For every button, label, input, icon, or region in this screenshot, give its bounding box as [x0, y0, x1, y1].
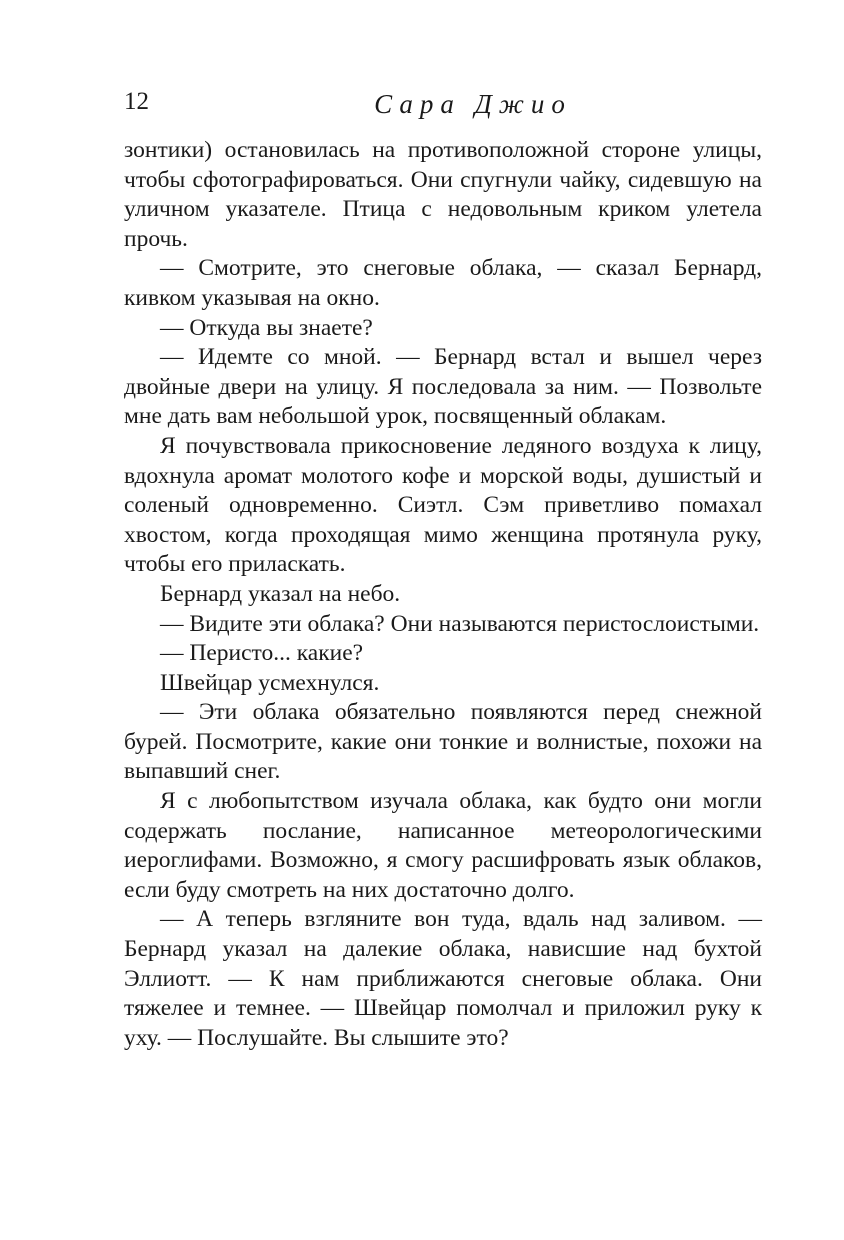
paragraph: — Перисто... какие? [160, 640, 364, 667]
paragraph: — А теперь взгляните вон туда, вдаль над заливом. — Бернард указал на далекие облака, нависшие над бухтой Эллиотт. — К нам приближаются снеговые облака. Они тяжелее и темнее. — Швейцар помолчал и приложил руку к уху. — Послушайте. Вы слышите это? [124, 906, 762, 1051]
paragraph: — Откуда вы знаете? [160, 314, 373, 341]
paragraph: — Эти облака обязательно появляются перед снежной бурей. Посмотрите, какие они тонкие и волнистые, похожи на выпавший снег. [124, 699, 762, 785]
paragraph: Я с любопытством изучала облака, как будто они могли содержать послание, написанное метеорологическими иероглифами. Возможно, я смогу расшифровать язык облаков, если буду смотреть на них достаточно долго. [124, 788, 762, 903]
paragraph: Я почувствовала прикосновение ледяного воздуха к лицу, вдохнула аромат молотого кофе и морской воды, душистый и соленый одновременно. Сиэтл. Сэм приветливо помахал хвостом, когда проходящая мимо женщина протянула руку, чтобы его приласкать. [124, 432, 762, 578]
paragraph: — Смотрите, это снеговые облака, — сказал Бернард, кивком указывая на окно. [124, 255, 762, 311]
paragraph: Бернард указал на небо. [160, 580, 401, 607]
body-text [124, 136, 762, 1053]
paragraph: зонтики) остановилась на противоположной стороне улицы, чтобы сфотографироваться. Они спугнули чайку, сидевшую на уличном указателе. Птица с недовольным криком улетела прочь. [124, 137, 762, 252]
paragraph: Швейцар усмехнулся. [160, 669, 380, 696]
running-head-author: Сара Джио [374, 89, 572, 119]
page-number: 12 [124, 88, 149, 115]
page-header [124, 86, 762, 126]
paragraph: — Видите эти облака? Они называются перистослоистыми. [160, 610, 760, 637]
paragraph: — Идемте со мной. — Бернард встал и вышел через двойные двери на улицу. Я последовала за ним. — Позвольте мне дать вам небольшой урок, посвященный облакам. [124, 344, 762, 430]
